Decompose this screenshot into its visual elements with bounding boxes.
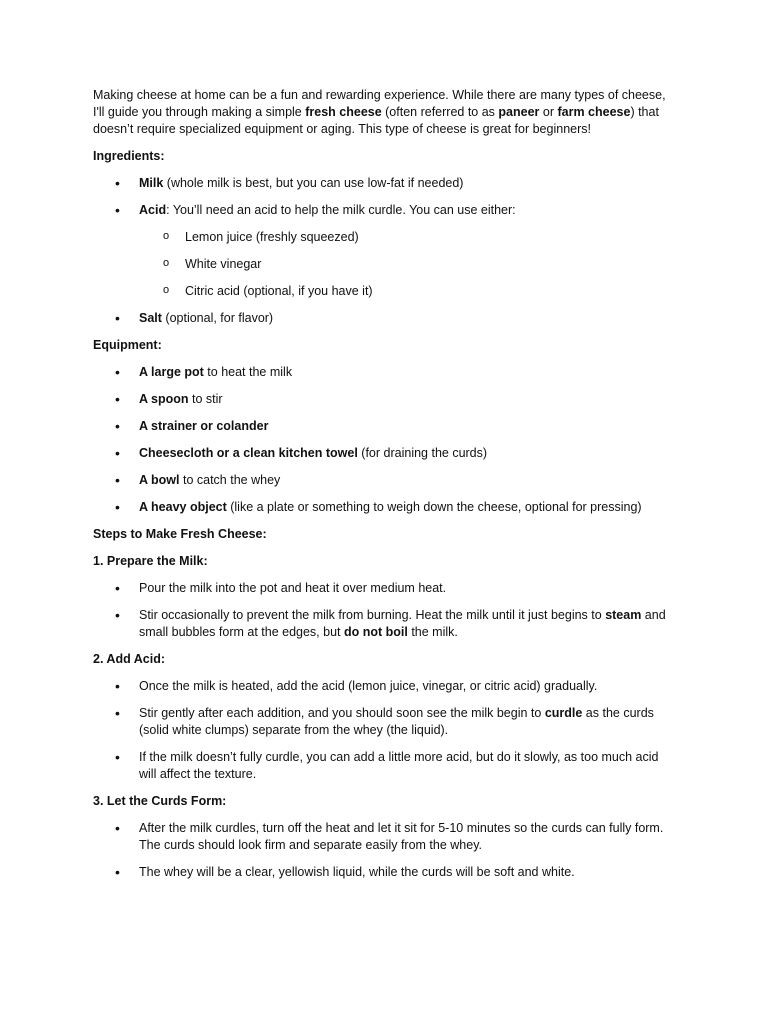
intro-text: ) that doesn’t require specialized equipment or aging. This type of cheese is great for beginners! — [93, 105, 659, 136]
list-item — [93, 472, 673, 489]
list-item — [93, 202, 673, 300]
step-3-heading: 3. Let the Curds Form: — [93, 794, 227, 808]
intro-bold-paneer: paneer — [498, 105, 540, 119]
item-bold: Acid — [139, 203, 167, 217]
step-1-list — [93, 580, 673, 641]
item-text: (for draining the curds) — [357, 446, 488, 460]
ingredients-list — [93, 175, 673, 327]
item-bold: A spoon — [139, 392, 189, 406]
list-item — [93, 391, 673, 408]
step-2-heading: 2. Add Acid: — [93, 652, 165, 666]
item-text: to heat the milk — [203, 365, 293, 379]
intro-text: Making cheese at home can be a fun and rewarding experience. While there are many types of cheese, I'll guide you through making a simple — [93, 88, 666, 119]
item-text: (like a plate or something to weigh down the cheese, optional for pressing) — [226, 500, 642, 514]
item-bold: A large pot — [139, 365, 204, 379]
item-bold: curdle — [544, 706, 583, 720]
list-item — [93, 445, 673, 462]
step-3-list — [93, 820, 673, 881]
item-text: Stir gently after each addition, and you should soon see the milk begin to — [139, 706, 545, 720]
item-text: to stir — [188, 392, 223, 406]
item-bold: Salt — [139, 311, 162, 325]
equipment-heading: Equipment: — [93, 338, 162, 352]
item-text: and small bubbles form at the edges, but — [139, 608, 666, 639]
equipment-list — [93, 364, 673, 516]
list-item: • Pour the milk into the pot and heat it over medium heat. — [93, 580, 673, 597]
item-text: to catch the whey — [179, 473, 281, 487]
item-text: (optional, for flavor) — [161, 311, 274, 325]
item-bold: steam — [605, 608, 642, 622]
step-2-list — [93, 678, 673, 783]
item-bold: A heavy object — [139, 500, 227, 514]
intro-text: (often referred to as — [381, 105, 499, 119]
item-bold: do not boil — [343, 625, 408, 639]
list-item — [93, 310, 673, 327]
sub-list-item: o Citric acid (optional, if you have it) — [139, 283, 673, 300]
item-text: (whole milk is best, but you can use low-fat if needed) — [163, 176, 464, 190]
item-text: : You’ll need an acid to help the milk curdle. You can use either: — [166, 203, 516, 217]
item-bold: Milk — [139, 176, 164, 190]
intro-paragraph — [93, 87, 673, 138]
item-bold: A strainer or colander — [139, 419, 269, 433]
intro-text: or — [539, 105, 558, 119]
item-bold: A bowl — [139, 473, 180, 487]
list-item: • If the milk doesn’t fully curdle, you can add a little more acid, but do it slowly, as too much acid will affect the texture. — [93, 749, 673, 783]
list-item: • After the milk curdles, turn off the heat and let it sit for 5-10 minutes so the curds can fully form. The curds should look firm and separate easily from the whey. — [93, 820, 673, 854]
intro-bold-fresh-cheese: fresh cheese — [305, 105, 382, 119]
list-item — [93, 607, 673, 641]
list-item — [93, 175, 673, 192]
item-text: Stir occasionally to prevent the milk from burning. Heat the milk until it just begins to — [139, 608, 606, 622]
intro-bold-farm-cheese: farm cheese — [557, 105, 631, 119]
steps-heading: Steps to Make Fresh Cheese: — [93, 527, 267, 541]
item-text: as the curds (solid white clumps) separate from the whey (the liquid). — [139, 706, 654, 737]
item-bold: Cheesecloth or a clean kitchen towel — [139, 446, 358, 460]
step-1-heading: 1. Prepare the Milk: — [93, 554, 208, 568]
sub-list-item: o White vinegar — [139, 256, 673, 273]
list-item: • Once the milk is heated, add the acid (lemon juice, vinegar, or citric acid) gradually. — [93, 678, 673, 695]
list-item — [93, 418, 673, 435]
document-body — [93, 87, 673, 891]
list-item — [93, 705, 673, 739]
sub-list-item: o Lemon juice (freshly squeezed) — [139, 229, 673, 246]
ingredients-heading: Ingredients: — [93, 149, 165, 163]
item-text: the milk. — [407, 625, 458, 639]
list-item: • The whey will be a clear, yellowish liquid, while the curds will be soft and white. — [93, 864, 673, 881]
acid-options-list — [139, 229, 673, 300]
list-item — [93, 499, 673, 516]
list-item — [93, 364, 673, 381]
